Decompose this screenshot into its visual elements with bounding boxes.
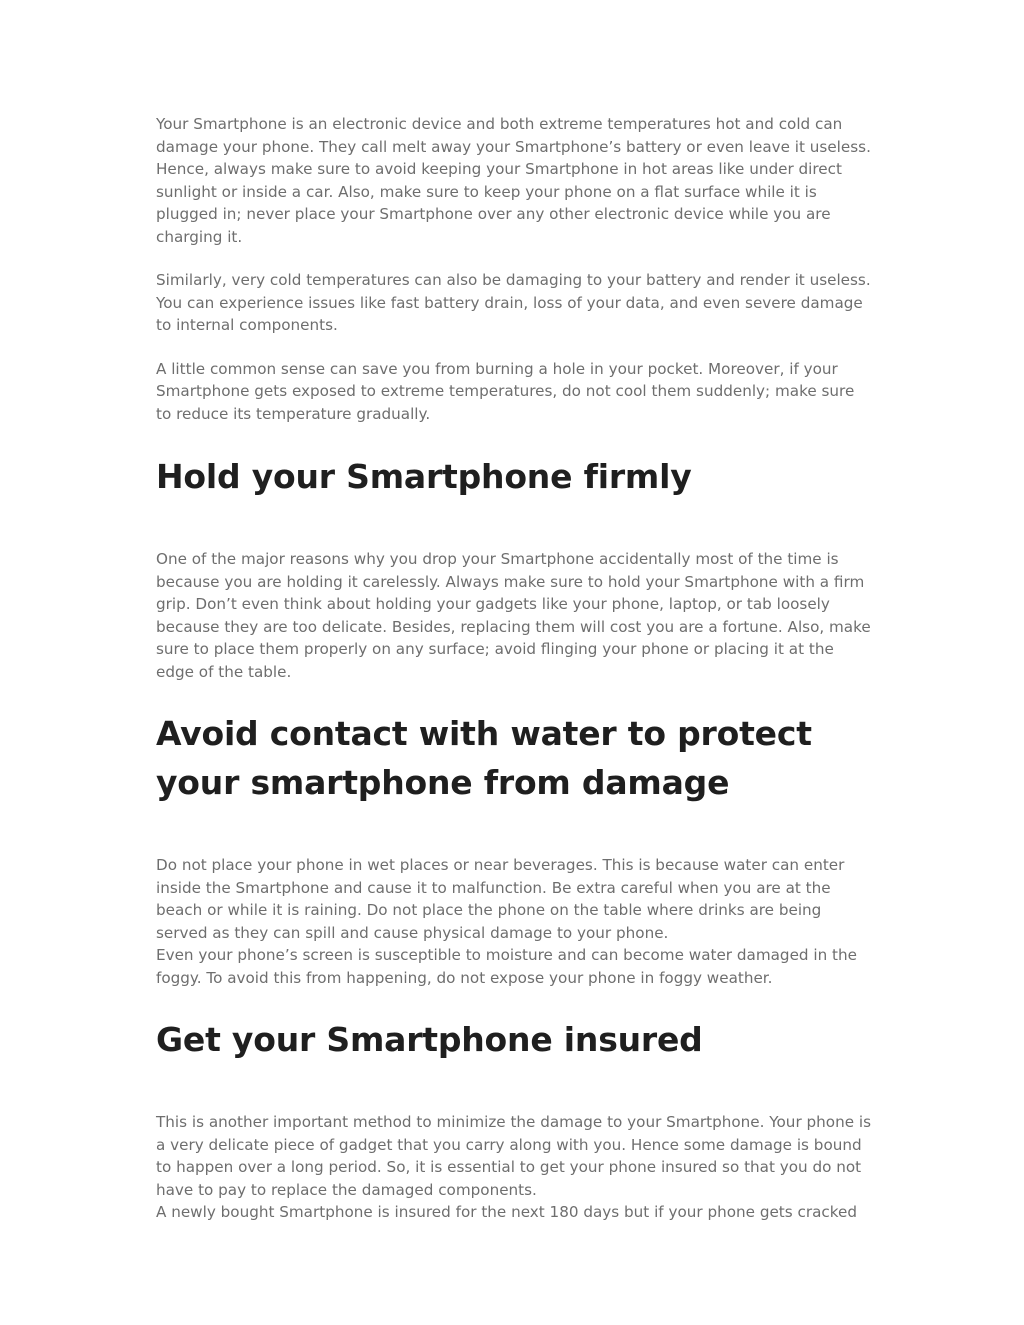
section-heading-hold-firmly: Hold your Smartphone firmly	[156, 457, 692, 496]
document-body	[156, 113, 872, 1224]
section-paragraph-screen-moisture: Even your phone’s screen is susceptible to moisture and can become water damaged in the foggy. To avoid this from happening, do not expose your phone in foggy weather.	[156, 946, 857, 987]
intro-paragraph-cold: Similarly, very cold temperatures can also be damaging to your battery and render it useless. You can experience issues like fast battery drain, loss of your data, and even severe damage to internal components.	[156, 271, 871, 334]
section-paragraph-avoid-water: Do not place your phone in wet places or near beverages. This is because water can enter inside the Smartphone and cause it to malfunction. Be extra careful when you are at the beach or while it is raining. Do not place the phone on the table where drinks are being served as they can spill and cause physical damage to your phone.	[156, 856, 845, 942]
section-heading-insurance: Get your Smartphone insured	[156, 1020, 703, 1059]
intro-paragraph-heat: Your Smartphone is an electronic device and both extreme temperatures hot and cold can damage your phone. They call melt away your Smartphone’s battery or even leave it useless. Hence, always make sure to avoid keeping your Smartphone in hot areas like under direct sunlight or inside a car. Also, make sure to keep your phone on a flat surface while it is plugged in; never place your Smartphone over any other electronic device while you are charging it.	[156, 115, 871, 246]
section-paragraph-insurance-period: A newly bought Smartphone is insured for the next 180 days but if your phone gets cracked	[156, 1203, 857, 1221]
section-paragraph-hold-firmly: One of the major reasons why you drop your Smartphone accidentally most of the time is because you are holding it carelessly. Always make sure to hold your Smartphone with a firm grip. Don’t even think about holding your gadgets like your phone, laptop, or tab loosely because they are too delicate. Besides, replacing them will cost you are a fortune. Also, make sure to place them properly on any surface; avoid flinging your phone or placing it at the edge of the table.	[156, 550, 871, 681]
section-paragraph-insurance: This is another important method to minimize the damage to your Smartphone. Your phone is a very delicate piece of gadget that you carry along with you. Hence some damage is bound to happen over a long period. So, it is essential to get your phone insured so that you do not have to pay to replace the damaged components.	[156, 1113, 871, 1199]
section-heading-avoid-water: Avoid contact with water to protect your smartphone from damage	[156, 714, 812, 802]
intro-paragraph-common-sense: A little common sense can save you from burning a hole in your pocket. Moreover, if your Smartphone gets exposed to extreme temperatures, do not cool them suddenly; make sure to reduce its temperature gradually.	[156, 359, 855, 423]
